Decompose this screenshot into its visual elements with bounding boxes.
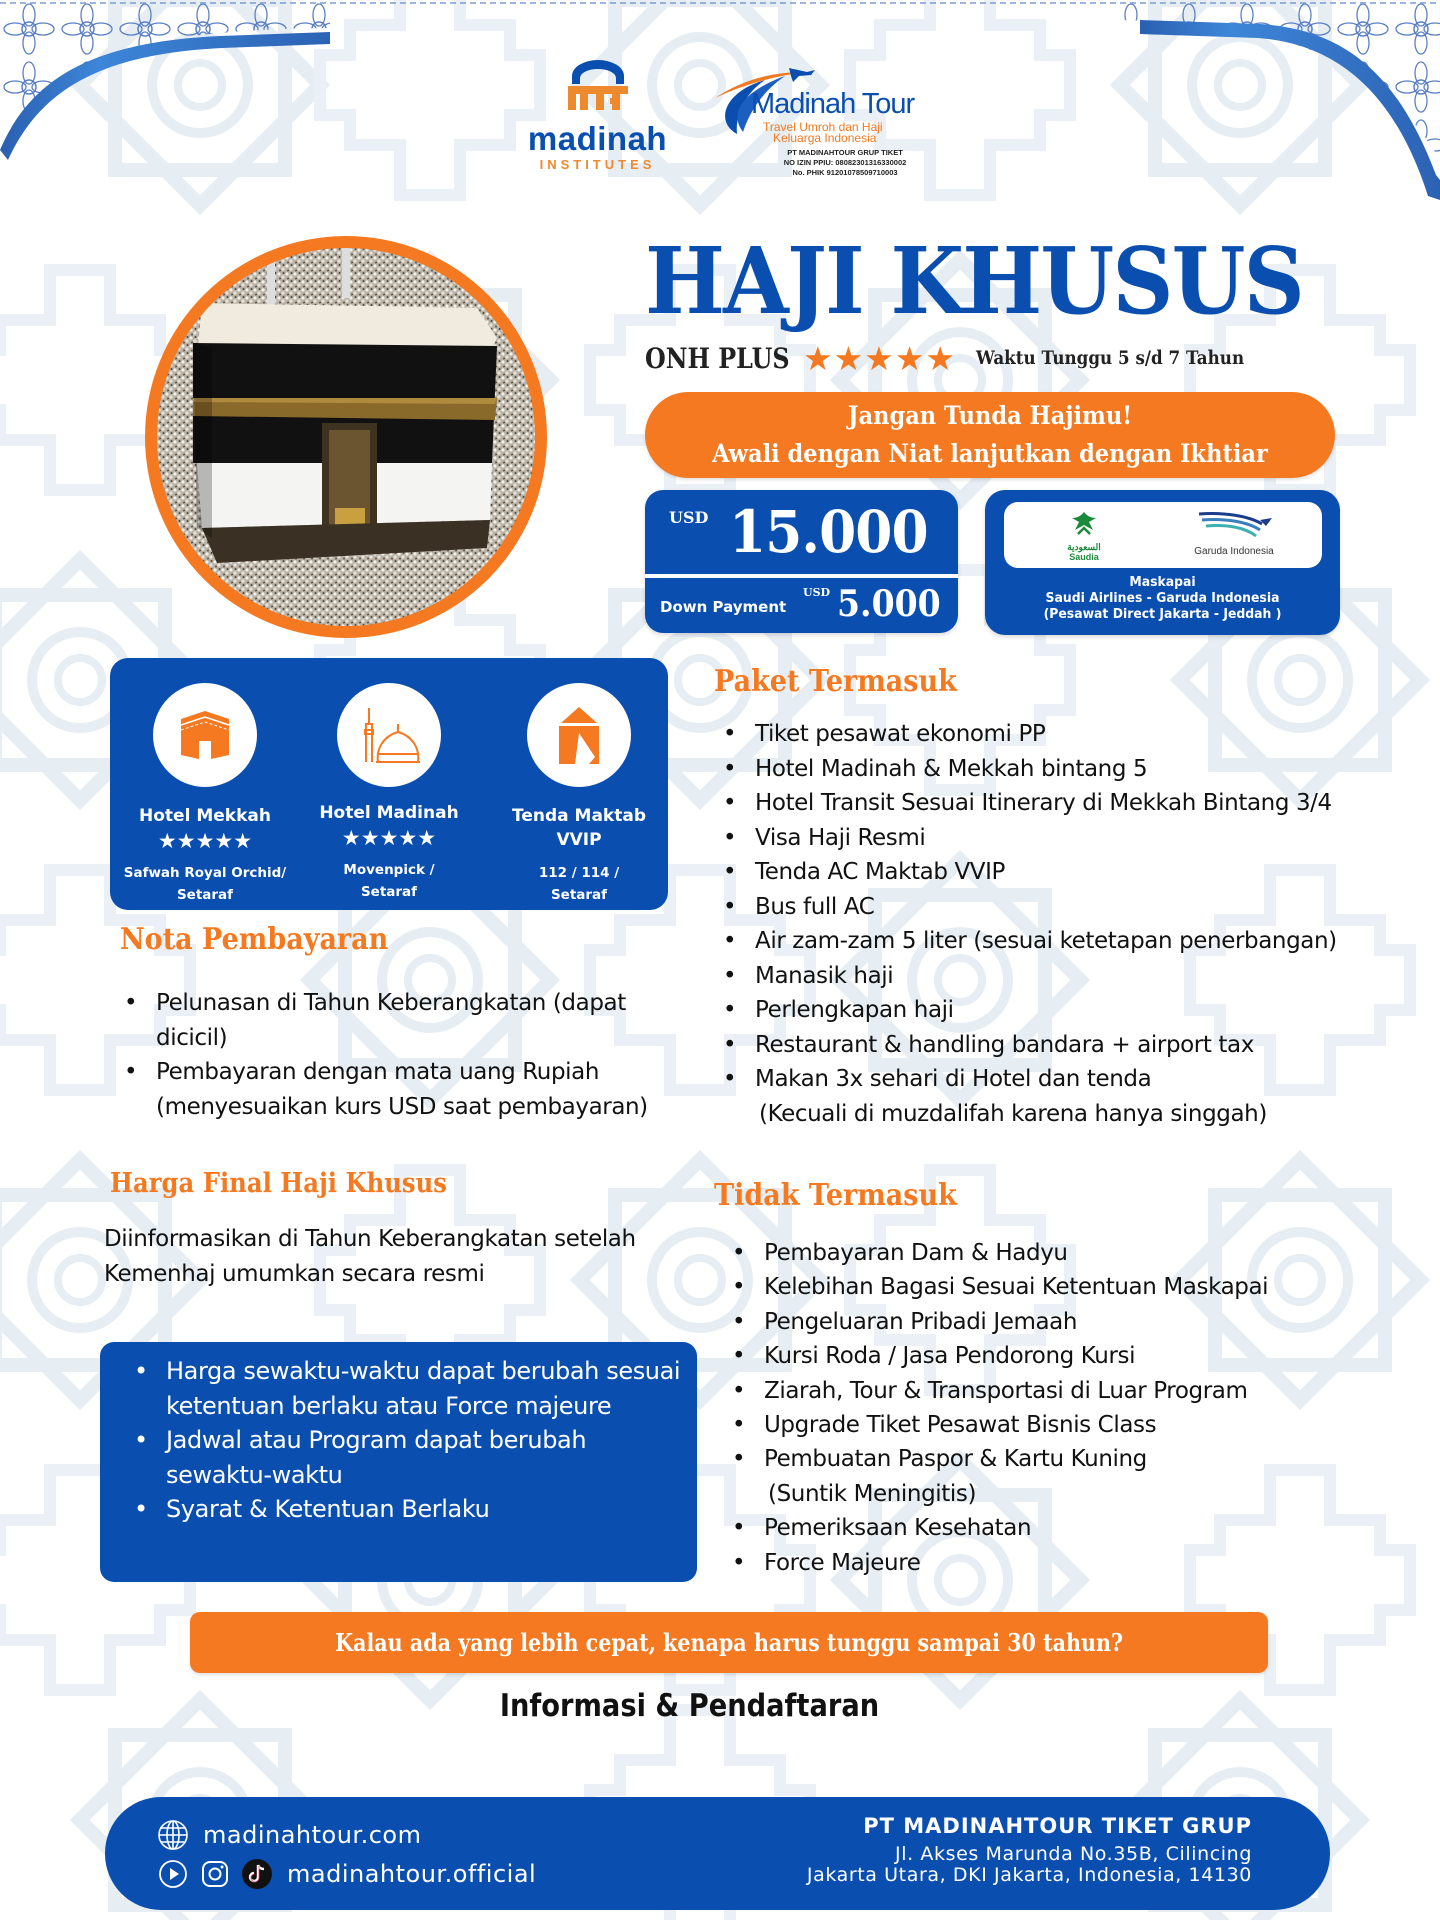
- madinah-tour-tagline-1: Travel Umroh dan Haji: [763, 120, 883, 134]
- madinah-institutes-wordmark: madinah: [527, 120, 668, 157]
- feature-detail-1: Safwah Royal Orchid/: [123, 865, 287, 881]
- list-item: • Harga sewaktu-waktu dapat berubah sesuai ketentuan berlaku atau Force majeure: [128, 1354, 688, 1423]
- list-item: • Hotel Transit Sesuai Itinerary di Mekkah Bintang 3/4: [717, 786, 1417, 821]
- youtube-icon[interactable]: [157, 1858, 189, 1890]
- paket-termasuk-list: [717, 717, 1417, 1131]
- price-amount: 15.000: [729, 498, 928, 566]
- info-registration-heading: [0, 1688, 1380, 1724]
- list-item: • Ziarah, Tour & Transportasi di Luar Program: [726, 1374, 1406, 1408]
- feature-detail-1: 112 / 114 /: [538, 865, 620, 881]
- list-item-text: Makan 3x sehari di Hotel dan tenda: [755, 1066, 1152, 1092]
- feature-stars: ★★★★★: [341, 826, 437, 850]
- company-address: [807, 1844, 1252, 1886]
- list-item-continuation: (Suntik Meningitis): [768, 1480, 977, 1507]
- cta-banner-text: Kalau ada yang lebih cepat, kenapa harus tunggu sampai 30 tahun?: [334, 1628, 1123, 1657]
- website-row: [157, 1819, 421, 1851]
- list-item: • Tiket pesawat ekonomi PP: [717, 717, 1417, 752]
- kaaba-photo: [157, 248, 535, 626]
- list-item-text: Pembuatan Paspor & Kartu Kuning: [764, 1446, 1147, 1473]
- feature-name: Hotel Madinah: [319, 803, 459, 823]
- feature-name: Hotel Mekkah: [139, 806, 271, 826]
- address-line-2: Jakarta Utara, DKI Jakarta, Indonesia, 14130: [806, 1864, 1252, 1886]
- license-company: PT MADINAHTOUR GRUP TIKET: [787, 148, 903, 157]
- saudia-logo: [1059, 510, 1109, 562]
- list-item: • Visa Haji Resmi: [717, 821, 1417, 856]
- list-item: • Kursi Roda / Jasa Pendorong Kursi: [726, 1339, 1406, 1373]
- tidak-termasuk-list: [726, 1236, 1406, 1580]
- madinah-institutes-emblem-icon: [566, 60, 630, 112]
- accommodation-features: [110, 658, 668, 910]
- list-item: • Kelebihan Bagasi Sesuai Ketentuan Maskapai: [726, 1270, 1406, 1304]
- instagram-icon[interactable]: [199, 1858, 231, 1890]
- info-registration-text: Informasi & Pendaftaran: [500, 1688, 880, 1724]
- list-item: • Upgrade Tiket Pesawat Bisnis Class: [726, 1408, 1406, 1442]
- waiting-time: Waktu Tunggu 5 s/d 7 Tahun: [975, 347, 1245, 369]
- feature-hotel-madinah: [296, 658, 482, 903]
- list-item: [726, 1442, 1406, 1511]
- social-row: [157, 1858, 536, 1890]
- price-divider: [645, 574, 958, 578]
- feature-stars: ★★★★★: [157, 829, 253, 853]
- airline-label: Maskapai: [1129, 574, 1196, 590]
- list-item: • Air zam-zam 5 liter (sesuai ketetapan penerbangan): [717, 924, 1417, 959]
- list-item: • Pengeluaran Pribadi Jemaah: [726, 1305, 1406, 1339]
- page-title: HAJI KHUSUS: [645, 227, 1303, 335]
- garuda-bird-icon: [1194, 510, 1274, 540]
- kaaba-icon: [153, 683, 257, 787]
- package-tier: ONH PLUS: [645, 341, 790, 375]
- down-payment-label: Down Payment: [660, 598, 787, 616]
- airline-box: [985, 490, 1340, 635]
- feature-detail: [296, 859, 482, 903]
- madinah-institutes-subtitle: INSTITUTES: [539, 157, 656, 172]
- feature-detail-2: Setaraf: [176, 887, 234, 903]
- package-tier-row: [645, 336, 1281, 380]
- website-link[interactable]: madinahtour.com: [203, 1821, 422, 1849]
- list-item: • Syarat & Ketentuan Berlaku: [128, 1492, 688, 1527]
- license-phik: No. PHIK 91201078509710003: [792, 168, 898, 177]
- price-currency: USD: [669, 508, 709, 527]
- feature-name: [486, 804, 672, 852]
- list-item: • Jadwal atau Program dapat berubah sewaktu-waktu: [128, 1423, 688, 1492]
- nota-pembayaran-list: [118, 986, 698, 1124]
- feature-tenda-maktab: [486, 658, 672, 906]
- cta-banner: [190, 1612, 1268, 1673]
- harga-final-text: Diinformasikan di Tahun Keberangkatan setelah Kemenhaj umumkan secara resmi: [104, 1226, 636, 1287]
- rating-stars: ★★★★★: [803, 338, 956, 378]
- feature-detail: [486, 862, 672, 906]
- madinah-tour-license: [765, 148, 925, 178]
- tidak-termasuk-heading: Tidak Termasuk: [714, 1178, 957, 1213]
- airline-names: Saudi Airlines - Garuda Indonesia: [1045, 590, 1280, 606]
- feature-detail-2: Setaraf: [550, 887, 608, 903]
- list-item: • Pembayaran dengan mata uang Rupiah (menyesuaikan kurs USD saat pembayaran): [118, 1055, 698, 1124]
- globe-icon: [157, 1819, 189, 1851]
- list-item: • Perlengkapan haji: [717, 993, 1417, 1028]
- madinah-tour-logo: [695, 62, 935, 184]
- kaaba-illustration-icon: [157, 248, 535, 626]
- madinah-tour-title: Madinah Tour: [751, 88, 915, 120]
- airline-logos: [1004, 502, 1322, 568]
- feature-name-1: Tenda Maktab: [512, 806, 646, 826]
- garuda-logo: [1179, 510, 1289, 557]
- list-item: • Hotel Madinah & Mekkah bintang 5: [717, 752, 1417, 787]
- nota-pembayaran-heading: Nota Pembayaran: [120, 922, 389, 957]
- list-item: [717, 1062, 1417, 1131]
- terms-notes-box: [100, 1342, 697, 1582]
- harga-final-heading: Harga Final Haji Khusus: [110, 1168, 447, 1199]
- tent-icon: [527, 683, 631, 787]
- airline-info: [999, 574, 1326, 622]
- contact-footer: [105, 1797, 1330, 1910]
- price-box: [645, 490, 958, 633]
- list-item: • Pelunasan di Tahun Keberangkatan (dapat dicicil): [118, 986, 698, 1055]
- slogan-pill: [645, 392, 1335, 478]
- paket-termasuk-heading: Paket Termasuk: [714, 664, 957, 699]
- garuda-name: Garuda Indonesia: [1194, 546, 1274, 557]
- list-item: • Pemeriksaan Kesehatan: [726, 1511, 1406, 1545]
- feature-hotel-mekkah: [112, 658, 298, 906]
- list-item: • Restaurant & handling bandara + airport tax: [717, 1028, 1417, 1063]
- feature-detail: [112, 862, 298, 906]
- feature-detail-2: Setaraf: [360, 884, 418, 900]
- saudia-arabic: السعودية: [1067, 542, 1101, 552]
- feature-name-2: VVIP: [556, 830, 602, 850]
- madinah-institutes-logo: [515, 60, 680, 178]
- airline-route: (Pesawat Direct Jakarta - Jeddah ): [1043, 606, 1282, 622]
- list-item: • Bus full AC: [717, 890, 1417, 925]
- list-item-continuation: (Kecuali di muzdalifah karena hanya singgah): [759, 1100, 1267, 1127]
- list-item: • Pembayaran Dam & Hadyu: [726, 1236, 1406, 1270]
- feature-detail-1: Movenpick /: [343, 862, 435, 878]
- social-handle-link[interactable]: madinahtour.official: [287, 1860, 537, 1888]
- slogan-line-1: Jangan Tunda Hajimu!: [847, 401, 1133, 430]
- list-item: • Manasik haji: [717, 959, 1417, 994]
- address-line-1: Jl. Akses Marunda No.35B, Cilincing: [895, 1843, 1252, 1865]
- saudia-palm-icon: [1069, 510, 1099, 538]
- tiktok-icon[interactable]: [241, 1858, 273, 1890]
- terms-list: [128, 1354, 688, 1527]
- saudia-name: Saudia: [1069, 552, 1099, 562]
- license-ppiu: NO IZIN PPIU: 08082301316330002: [783, 158, 907, 167]
- list-item: • Tenda AC Maktab VVIP: [717, 855, 1417, 890]
- company-name: PT MADINAHTOUR TIKET GRUP: [863, 1814, 1252, 1838]
- down-payment-currency: USD: [803, 586, 831, 599]
- slogan-line-2: Awali dengan Niat lanjutkan dengan Ikhtiar: [712, 439, 1268, 468]
- mosque-icon: [337, 683, 441, 787]
- down-payment-amount: 5.000: [837, 583, 941, 625]
- list-item: • Force Majeure: [726, 1546, 1406, 1580]
- madinah-tour-tagline-2: Keluarga Indonesia: [773, 131, 877, 145]
